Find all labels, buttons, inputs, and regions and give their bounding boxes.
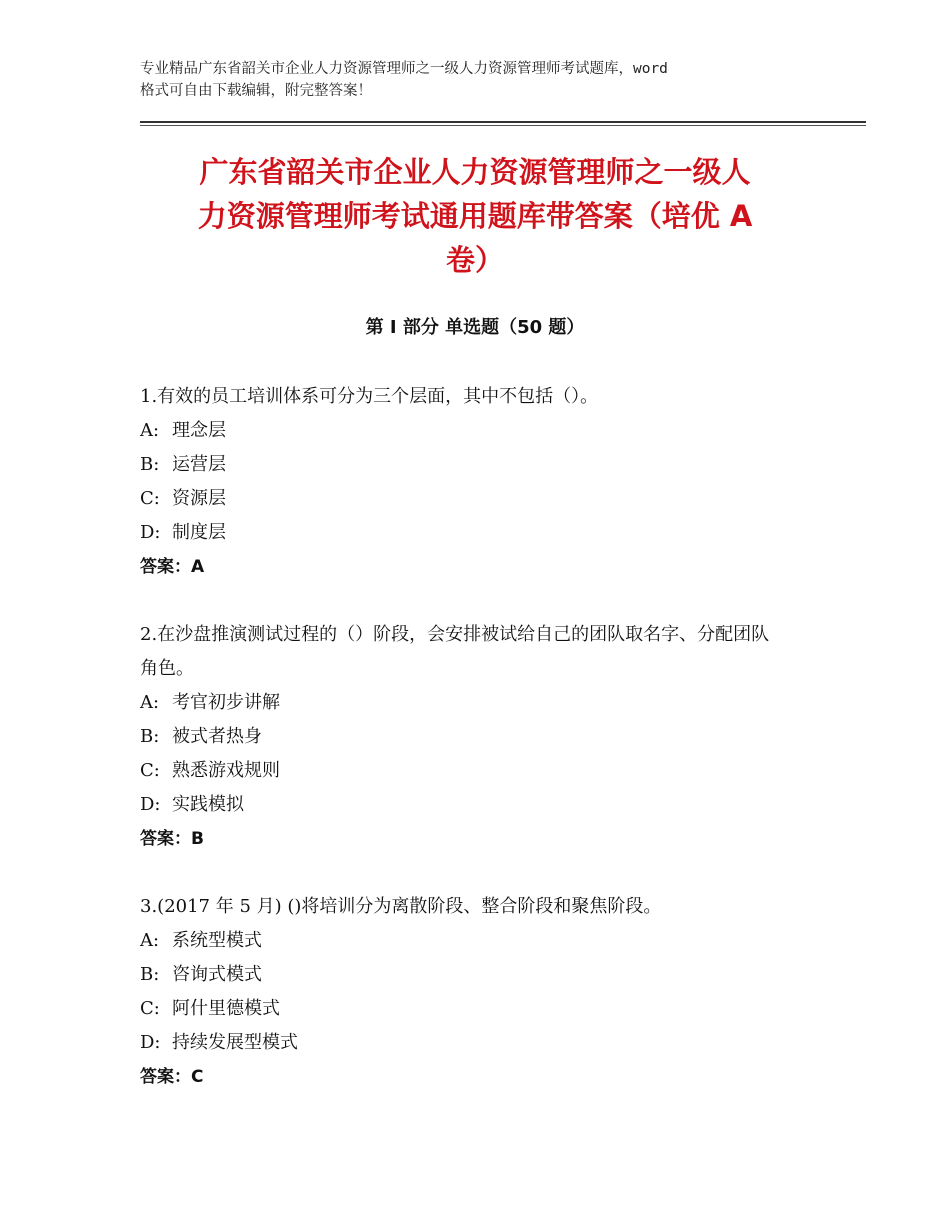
option-b	[140, 720, 820, 754]
option-text: 熟悉游戏规则	[172, 760, 280, 781]
option-d	[140, 516, 820, 550]
option-text: 理念层	[172, 420, 226, 441]
question-stem: 2.在沙盘推演测试过程的（）阶段，会安排被试给自己的团队取名字、分配团队角色。	[140, 624, 770, 679]
option-text: 咨询式模式	[172, 964, 262, 985]
option-key: A:	[140, 692, 160, 713]
document-header-note	[140, 58, 840, 102]
option-a	[140, 924, 820, 958]
option-text: 持续发展型模式	[172, 1032, 298, 1053]
header-note-line-1: 专业精品广东省韶关市企业人力资源管理师之一级人力资源管理师考试题库，word	[140, 61, 668, 77]
option-key: C:	[140, 760, 160, 781]
option-key: B:	[140, 726, 160, 747]
document-title-line-1: 广东省韶关市企业人力资源管理师之一级人	[199, 155, 751, 189]
header-note-line-2: 格式可自由下载编辑，附完整答案！	[140, 83, 372, 99]
header-divider-thin	[140, 125, 866, 126]
option-key: D:	[140, 794, 161, 815]
question-item	[140, 618, 820, 856]
option-key: D:	[140, 522, 161, 543]
option-b	[140, 448, 820, 482]
question-item	[140, 890, 820, 1094]
section-title: 第 I 部分 单选题（50 题）	[365, 317, 585, 338]
document-title	[140, 150, 810, 282]
option-key: A:	[140, 930, 160, 951]
option-text: 制度层	[172, 522, 226, 543]
option-key: C:	[140, 488, 160, 509]
option-b	[140, 958, 820, 992]
option-d	[140, 1026, 820, 1060]
option-key: A:	[140, 420, 160, 441]
option-c	[140, 992, 820, 1026]
question-list	[140, 380, 820, 1128]
document-title-line-3: 卷）	[445, 243, 504, 277]
option-a	[140, 686, 820, 720]
document-title-line-2: 力资源管理师考试通用题库带答案（培优 A	[197, 199, 753, 233]
option-d	[140, 788, 820, 822]
option-key: D:	[140, 1032, 161, 1053]
option-text: 阿什里德模式	[172, 998, 280, 1019]
question-item	[140, 380, 820, 584]
option-text: 系统型模式	[172, 930, 262, 951]
option-text: 被式者热身	[172, 726, 262, 747]
option-text: 资源层	[172, 488, 226, 509]
option-key: B:	[140, 964, 160, 985]
answer-line: 答案：B	[140, 829, 204, 849]
option-key: B:	[140, 454, 160, 475]
option-text: 实践模拟	[172, 794, 244, 815]
question-stem: 1.有效的员工培训体系可分为三个层面，其中不包括（）。	[140, 386, 599, 407]
option-text: 运营层	[172, 454, 226, 475]
option-key: C:	[140, 998, 160, 1019]
option-text: 考官初步讲解	[172, 692, 280, 713]
answer-line: 答案：C	[140, 1067, 204, 1087]
header-divider-thick	[140, 121, 866, 123]
option-c	[140, 482, 820, 516]
question-stem: 3.(2017 年 5 月) ()将培训分为离散阶段、整合阶段和聚焦阶段。	[140, 896, 662, 917]
option-a	[140, 414, 820, 448]
option-c	[140, 754, 820, 788]
answer-line: 答案：A	[140, 557, 205, 577]
